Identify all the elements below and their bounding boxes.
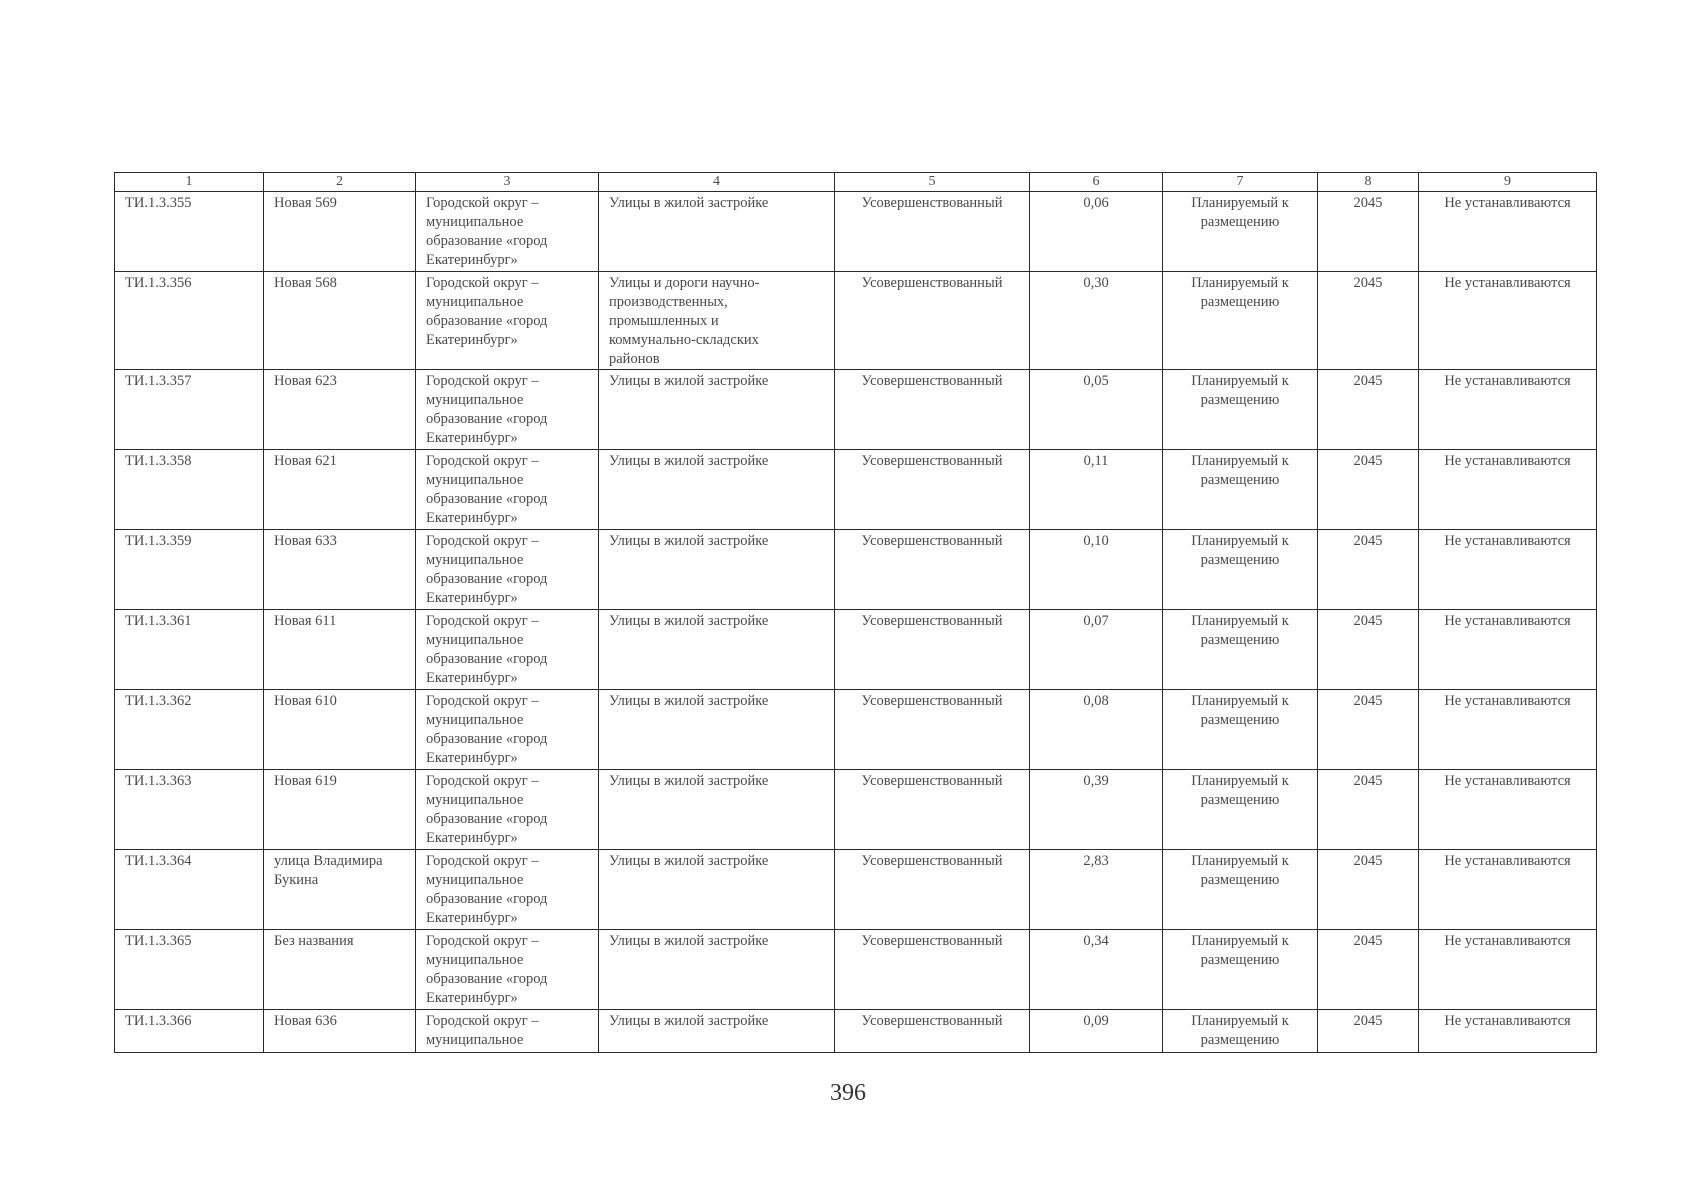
- cell-line: размещению: [1200, 1032, 1280, 1048]
- cell-id: ТИ.1.3.357: [115, 370, 264, 450]
- cell-line: образование «город: [426, 891, 548, 907]
- cell-length: 0,08: [1030, 690, 1163, 770]
- cell-line: Планируемый к: [1191, 195, 1289, 211]
- cell-cover: Усовершенствованный: [835, 192, 1030, 272]
- cell-name: [264, 850, 416, 930]
- cell-line: Городской округ –: [426, 275, 539, 291]
- cell-category: [599, 770, 835, 850]
- cell-year: 2045: [1318, 272, 1419, 370]
- cell-zone: Не устанавливаются: [1419, 930, 1597, 1010]
- cell-line: размещению: [1200, 792, 1280, 808]
- cell-line: Екатеринбург»: [426, 430, 518, 446]
- cell-category: [599, 370, 835, 450]
- cell-year: 2045: [1318, 930, 1419, 1010]
- cell-location: [416, 272, 599, 370]
- cell-line: Новая 611: [274, 613, 337, 629]
- cell-zone: Не устанавливаются: [1419, 770, 1597, 850]
- cell-id: ТИ.1.3.359: [115, 530, 264, 610]
- cell-cover: Усовершенствованный: [835, 1010, 1030, 1053]
- cell-id: ТИ.1.3.366: [115, 1010, 264, 1053]
- cell-line: размещению: [1200, 294, 1280, 310]
- cell-line: образование «город: [426, 233, 548, 249]
- cell-line: Букина: [274, 872, 319, 888]
- cell-line: Городской округ –: [426, 773, 539, 789]
- cell-line: Улицы в жилой застройке: [609, 693, 769, 709]
- cell-year: 2045: [1318, 850, 1419, 930]
- column-header-4: 4: [599, 173, 835, 192]
- cell-location: [416, 690, 599, 770]
- cell-line: Екатеринбург»: [426, 830, 518, 846]
- cell-line: Улицы в жилой застройке: [609, 773, 769, 789]
- column-header-2: 2: [264, 173, 416, 192]
- cell-cover: Усовершенствованный: [835, 690, 1030, 770]
- cell-category: [599, 690, 835, 770]
- table-row: [115, 192, 1597, 272]
- cell-length: 0,34: [1030, 930, 1163, 1010]
- cell-line: Улицы в жилой застройке: [609, 933, 769, 949]
- cell-cover: Усовершенствованный: [835, 530, 1030, 610]
- cell-name: [264, 1010, 416, 1053]
- table-row: [115, 272, 1597, 370]
- table-row: [115, 690, 1597, 770]
- table-row: [115, 930, 1597, 1010]
- cell-cover: Усовершенствованный: [835, 272, 1030, 370]
- cell-status: [1163, 850, 1318, 930]
- cell-line: муниципальное: [426, 214, 524, 230]
- cell-line: образование «город: [426, 651, 548, 667]
- cell-line: Планируемый к: [1191, 275, 1289, 291]
- cell-year: 2045: [1318, 450, 1419, 530]
- cell-id: ТИ.1.3.363: [115, 770, 264, 850]
- column-header-8: 8: [1318, 173, 1419, 192]
- cell-line: Городской округ –: [426, 693, 539, 709]
- cell-line: образование «город: [426, 731, 548, 747]
- cell-location: [416, 930, 599, 1010]
- table-row: [115, 450, 1597, 530]
- cell-line: Планируемый к: [1191, 613, 1289, 629]
- cell-line: размещению: [1200, 472, 1280, 488]
- cell-id: ТИ.1.3.365: [115, 930, 264, 1010]
- cell-year: 2045: [1318, 610, 1419, 690]
- cell-category: [599, 272, 835, 370]
- cell-line: муниципальное: [426, 1032, 524, 1048]
- cell-length: 0,07: [1030, 610, 1163, 690]
- cell-status: [1163, 930, 1318, 1010]
- cell-status: [1163, 690, 1318, 770]
- cell-line: Новая 623: [274, 373, 337, 389]
- cell-zone: Не устанавливаются: [1419, 272, 1597, 370]
- cell-name: [264, 370, 416, 450]
- cell-line: образование «город: [426, 971, 548, 987]
- cell-line: размещению: [1200, 712, 1280, 728]
- cell-line: производственных,: [609, 294, 728, 310]
- cell-name: [264, 450, 416, 530]
- cell-status: [1163, 1010, 1318, 1053]
- cell-length: 0,30: [1030, 272, 1163, 370]
- cell-category: [599, 450, 835, 530]
- cell-zone: Не устанавливаются: [1419, 690, 1597, 770]
- cell-line: муниципальное: [426, 952, 524, 968]
- cell-line: Планируемый к: [1191, 1013, 1289, 1029]
- cell-name: [264, 690, 416, 770]
- cell-status: [1163, 192, 1318, 272]
- cell-id: ТИ.1.3.356: [115, 272, 264, 370]
- cell-line: Екатеринбург»: [426, 510, 518, 526]
- cell-location: [416, 770, 599, 850]
- cell-line: Планируемый к: [1191, 453, 1289, 469]
- cell-line: Улицы в жилой застройке: [609, 195, 769, 211]
- roads-table: [114, 172, 1597, 1053]
- cell-status: [1163, 370, 1318, 450]
- cell-line: Без названия: [274, 933, 354, 949]
- cell-status: [1163, 770, 1318, 850]
- cell-line: Новая 569: [274, 195, 337, 211]
- column-header-1: 1: [115, 173, 264, 192]
- cell-line: Городской округ –: [426, 373, 539, 389]
- cell-zone: Не устанавливаются: [1419, 450, 1597, 530]
- cell-line: районов: [609, 351, 660, 367]
- cell-status: [1163, 450, 1318, 530]
- cell-year: 2045: [1318, 770, 1419, 850]
- cell-name: [264, 610, 416, 690]
- cell-line: Екатеринбург»: [426, 750, 518, 766]
- cell-cover: Усовершенствованный: [835, 850, 1030, 930]
- cell-name: [264, 930, 416, 1010]
- cell-line: Новая 619: [274, 773, 337, 789]
- cell-line: размещению: [1200, 952, 1280, 968]
- cell-line: Планируемый к: [1191, 933, 1289, 949]
- cell-line: Городской округ –: [426, 195, 539, 211]
- cell-line: размещению: [1200, 552, 1280, 568]
- cell-cover: Усовершенствованный: [835, 930, 1030, 1010]
- cell-cover: Усовершенствованный: [835, 610, 1030, 690]
- cell-location: [416, 370, 599, 450]
- table-row: [115, 850, 1597, 930]
- cell-zone: Не устанавливаются: [1419, 610, 1597, 690]
- cell-line: муниципальное: [426, 712, 524, 728]
- column-header-5: 5: [835, 173, 1030, 192]
- cell-line: Городской округ –: [426, 453, 539, 469]
- cell-length: 2,83: [1030, 850, 1163, 930]
- header-row: [115, 173, 1597, 192]
- cell-line: муниципальное: [426, 392, 524, 408]
- table-row: [115, 530, 1597, 610]
- cell-zone: Не устанавливаются: [1419, 370, 1597, 450]
- cell-line: Улицы в жилой застройке: [609, 1013, 769, 1029]
- column-header-9: 9: [1419, 173, 1597, 192]
- cell-line: улица Владимира: [274, 853, 383, 869]
- cell-line: Новая 568: [274, 275, 337, 291]
- cell-length: 0,05: [1030, 370, 1163, 450]
- cell-category: [599, 530, 835, 610]
- cell-category: [599, 930, 835, 1010]
- cell-location: [416, 192, 599, 272]
- cell-line: промышленных и: [609, 313, 719, 329]
- column-header-3: 3: [416, 173, 599, 192]
- cell-year: 2045: [1318, 690, 1419, 770]
- cell-status: [1163, 272, 1318, 370]
- cell-line: образование «город: [426, 571, 548, 587]
- cell-line: Новая 621: [274, 453, 337, 469]
- cell-line: Екатеринбург»: [426, 990, 518, 1006]
- cell-length: 0,11: [1030, 450, 1163, 530]
- cell-line: образование «город: [426, 811, 548, 827]
- cell-cover: Усовершенствованный: [835, 370, 1030, 450]
- cell-line: Новая 633: [274, 533, 337, 549]
- cell-zone: Не устанавливаются: [1419, 192, 1597, 272]
- column-header-6: 6: [1030, 173, 1163, 192]
- cell-line: Планируемый к: [1191, 373, 1289, 389]
- table-row: [115, 370, 1597, 450]
- cell-line: образование «город: [426, 491, 548, 507]
- cell-id: ТИ.1.3.358: [115, 450, 264, 530]
- cell-name: [264, 192, 416, 272]
- cell-name: [264, 530, 416, 610]
- cell-line: Городской округ –: [426, 1013, 539, 1029]
- cell-line: Екатеринбург»: [426, 252, 518, 268]
- cell-id: ТИ.1.3.364: [115, 850, 264, 930]
- cell-status: [1163, 530, 1318, 610]
- cell-category: [599, 1010, 835, 1053]
- cell-line: Улицы в жилой застройке: [609, 613, 769, 629]
- cell-zone: Не устанавливаются: [1419, 1010, 1597, 1053]
- table-row: [115, 770, 1597, 850]
- cell-year: 2045: [1318, 370, 1419, 450]
- cell-line: Улицы в жилой застройке: [609, 533, 769, 549]
- cell-line: размещению: [1200, 214, 1280, 230]
- document-page: [114, 172, 1596, 1053]
- cell-length: 0,09: [1030, 1010, 1163, 1053]
- cell-line: Городской округ –: [426, 613, 539, 629]
- cell-line: Екатеринбург»: [426, 332, 518, 348]
- cell-line: Новая 636: [274, 1013, 337, 1029]
- column-header-7: 7: [1163, 173, 1318, 192]
- cell-name: [264, 272, 416, 370]
- cell-line: Планируемый к: [1191, 693, 1289, 709]
- page-number: 396: [830, 1080, 866, 1106]
- cell-id: ТИ.1.3.355: [115, 192, 264, 272]
- cell-year: 2045: [1318, 530, 1419, 610]
- cell-category: [599, 850, 835, 930]
- cell-line: Улицы и дороги научно-: [609, 275, 760, 291]
- cell-line: Городской округ –: [426, 853, 539, 869]
- cell-line: Новая 610: [274, 693, 337, 709]
- cell-line: Городской округ –: [426, 933, 539, 949]
- cell-length: 0,39: [1030, 770, 1163, 850]
- cell-zone: Не устанавливаются: [1419, 530, 1597, 610]
- cell-line: Планируемый к: [1191, 773, 1289, 789]
- cell-cover: Усовершенствованный: [835, 770, 1030, 850]
- cell-line: Улицы в жилой застройке: [609, 373, 769, 389]
- cell-line: Планируемый к: [1191, 533, 1289, 549]
- cell-location: [416, 1010, 599, 1053]
- cell-line: Екатеринбург»: [426, 910, 518, 926]
- cell-line: Улицы в жилой застройке: [609, 853, 769, 869]
- cell-line: образование «город: [426, 411, 548, 427]
- cell-line: Екатеринбург»: [426, 670, 518, 686]
- cell-line: образование «город: [426, 313, 548, 329]
- cell-line: муниципальное: [426, 792, 524, 808]
- cell-line: Улицы в жилой застройке: [609, 453, 769, 469]
- cell-line: коммунально-складских: [609, 332, 759, 348]
- cell-category: [599, 192, 835, 272]
- cell-location: [416, 850, 599, 930]
- cell-line: муниципальное: [426, 294, 524, 310]
- table-row: [115, 1010, 1597, 1053]
- cell-line: размещению: [1200, 392, 1280, 408]
- cell-line: Планируемый к: [1191, 853, 1289, 869]
- cell-line: муниципальное: [426, 632, 524, 648]
- cell-line: размещению: [1200, 872, 1280, 888]
- cell-zone: Не устанавливаются: [1419, 850, 1597, 930]
- cell-category: [599, 610, 835, 690]
- cell-year: 2045: [1318, 192, 1419, 272]
- table-row: [115, 610, 1597, 690]
- cell-id: ТИ.1.3.362: [115, 690, 264, 770]
- cell-name: [264, 770, 416, 850]
- cell-id: ТИ.1.3.361: [115, 610, 264, 690]
- cell-line: муниципальное: [426, 472, 524, 488]
- cell-length: 0,06: [1030, 192, 1163, 272]
- cell-line: муниципальное: [426, 872, 524, 888]
- cell-line: Екатеринбург»: [426, 590, 518, 606]
- cell-location: [416, 530, 599, 610]
- cell-line: Городской округ –: [426, 533, 539, 549]
- cell-length: 0,10: [1030, 530, 1163, 610]
- cell-location: [416, 610, 599, 690]
- table-body: [115, 192, 1597, 1053]
- cell-line: муниципальное: [426, 552, 524, 568]
- cell-status: [1163, 610, 1318, 690]
- cell-cover: Усовершенствованный: [835, 450, 1030, 530]
- cell-line: размещению: [1200, 632, 1280, 648]
- cell-year: 2045: [1318, 1010, 1419, 1053]
- cell-location: [416, 450, 599, 530]
